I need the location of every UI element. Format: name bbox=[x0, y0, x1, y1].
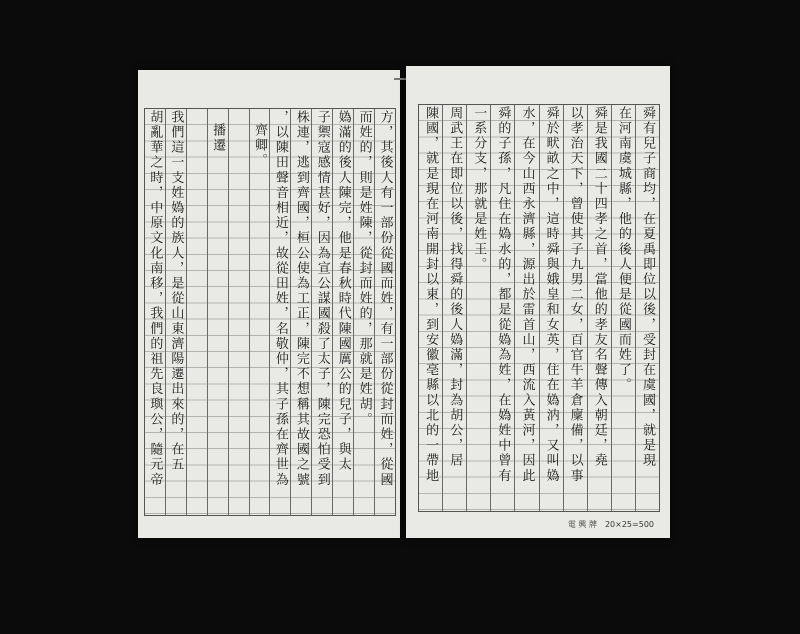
text-column bbox=[611, 105, 635, 511]
column-text: 在河南虞城縣，他的後人便是從國而姓了。 bbox=[615, 106, 631, 393]
column-text: 以孝治天下，曾使其子九男二女，百官牛羊倉廩備，以事 bbox=[567, 106, 583, 484]
text-column bbox=[186, 109, 207, 515]
text-column bbox=[563, 105, 587, 511]
column-text: 而姓的，則是姓陳，從封而姓的，那就是姓胡。 bbox=[356, 110, 372, 428]
column-text: 舜於畎畝之中，這時舜與娥皇和女英，住在媯汭，又叫媯 bbox=[543, 106, 559, 484]
text-column bbox=[332, 109, 353, 515]
column-text: 播遷 bbox=[210, 123, 226, 154]
column-text: 舜的子孫，凡住在媯水的，都是從媯為姓，在媯姓中曾有 bbox=[495, 106, 511, 484]
text-column bbox=[374, 109, 395, 515]
column-text: 一系分支，那就是姓王。 bbox=[471, 106, 487, 273]
text-column bbox=[145, 109, 165, 515]
text-column bbox=[635, 105, 659, 511]
text-column bbox=[490, 105, 514, 511]
text-column bbox=[165, 109, 186, 515]
text-column bbox=[353, 109, 374, 515]
text-column bbox=[311, 109, 332, 515]
column-text: 舜有兒子商均，在夏禹即位以後，受封在虞國，就是現 bbox=[639, 106, 655, 469]
column-text: 水，在今山西永濟縣，源出於雷首山，西流入黃河，因此 bbox=[519, 106, 535, 484]
column-text: 株連，逃到齊國，桓公使為工正，陳完不想稱其故國之號 bbox=[293, 110, 309, 488]
left-page bbox=[138, 70, 400, 538]
text-column bbox=[249, 109, 270, 515]
text-column bbox=[587, 105, 611, 511]
text-column bbox=[442, 105, 466, 511]
text-column bbox=[207, 109, 228, 515]
right-manuscript-grid bbox=[418, 104, 660, 512]
text-column bbox=[228, 109, 249, 515]
column-text: 舜是我國二十四孝之首，當他的孝友名聲傳入朝廷，堯 bbox=[591, 106, 607, 469]
left-manuscript-grid bbox=[144, 108, 396, 516]
text-column bbox=[419, 105, 442, 511]
column-text: 陳國，就是現在河南開封以東，到安徽亳縣以北的一帶地 bbox=[423, 106, 439, 484]
right-page bbox=[406, 66, 670, 538]
column-text: 周武王在即位以後，找得舜的後人媯滿，封為胡公，居 bbox=[447, 106, 463, 469]
text-column bbox=[269, 109, 290, 515]
paper-footer: 電 興 牌 20×25=500 bbox=[567, 520, 654, 529]
column-text: 子禦寇感情甚好，因為宣公謀國殺了太子，陳完恐怕受到 bbox=[314, 110, 330, 488]
column-text: 胡亂華之時，中原文化南移，我們的祖先良璵公，隨元帝 bbox=[147, 110, 163, 488]
text-column bbox=[514, 105, 538, 511]
column-text: 方，其後人有一部份從國而姓，有一部份從封而姓，從國 bbox=[377, 110, 393, 488]
text-column bbox=[466, 105, 490, 511]
text-column bbox=[539, 105, 563, 511]
text-column bbox=[290, 109, 311, 515]
column-text: 媯滿的後人陳完，他是春秋時代陳國厲公的兒子，與太 bbox=[335, 110, 351, 473]
column-text: 齊卿。 bbox=[252, 123, 267, 169]
column-text: ，以陳田聲音相近，故從田姓，名敬仲，其子孫在齊世為 bbox=[272, 110, 288, 488]
column-text: 我們這一支姓媯的族人，是從山東濟陽遷出來的，在五 bbox=[168, 110, 184, 473]
